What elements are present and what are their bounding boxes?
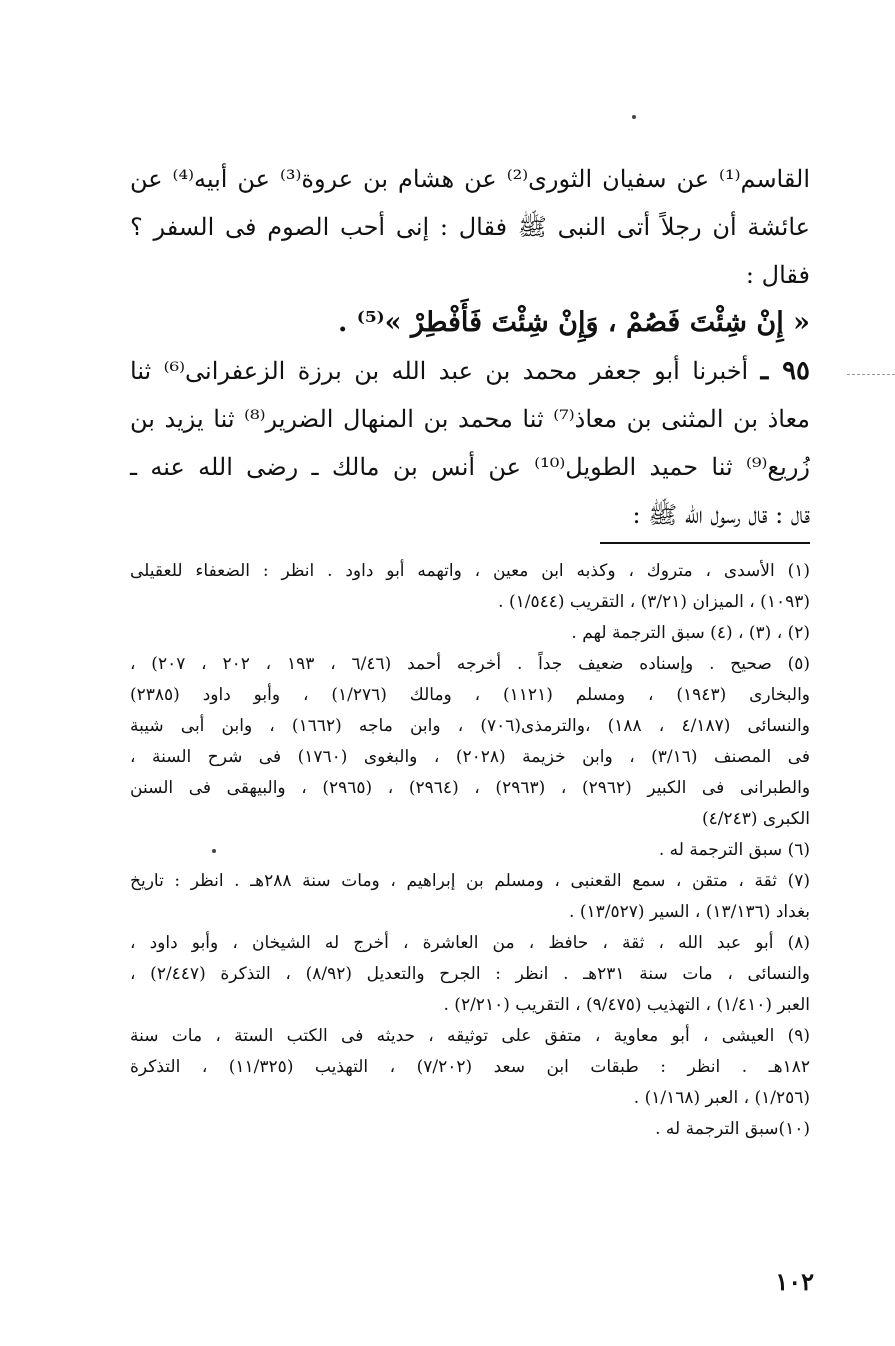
footnote-line: (٧) ثقة ، متقن ، سمع القعنبى ، ومسلم بن إبراهيم ، ومات سنة ٢٨٨هـ . انظر : تاريخ (130, 871, 810, 891)
footnote-line: والنسائى ، مات سنة ٢٣١هـ . انظر : الجرح والتعديل (٨/٩٢) ، التذكرة (٢/٤٤٧) ، (130, 964, 811, 984)
main-text-line: قال : قال رسول الله ﷺ : (632, 501, 810, 529)
footnote-divider (600, 542, 810, 544)
footnote-line: بغداد (١٣/١٣٦) ، السير (١٣/٥٢٧) . (569, 902, 810, 922)
footnote-line: ١٨٢هـ . انظر : طبقات ابن سعد (٧/٢٠٢) ، التهذيب (١١/٣٢٥) ، التذكرة (130, 1057, 810, 1077)
hadith-quote: « إِنْ شِئْتَ فَصُمْ ، وَإِنْ شِئْتَ فَأَفْطِرْ »⁽⁵⁾ . (337, 307, 810, 338)
footnote-line: الكبرى (٤/٢٤٣) (701, 809, 810, 829)
main-text-line: أخبرنا أبو جعفر محمد بن عبد الله بن برزة الزعفرانى⁽⁶⁾ ثنا (130, 357, 749, 385)
footnote-line: (١٠)سبق الترجمة له . (655, 1119, 810, 1139)
hadith-95-line (130, 347, 810, 395)
margin-mark (847, 374, 895, 375)
main-text-line: عائشة أن رجلاً أتى النبى ﷺ فقال : إنى أحب الصوم فى السفر ؟ (130, 213, 810, 241)
main-text-line: القاسم⁽¹⁾ عن سفيان الثورى⁽²⁾ عن هشام بن عروة⁽³⁾ عن أبيه⁽⁴⁾ عن (130, 165, 810, 193)
footnote-line: والنسائى (٤/١٨٧ ، ١٨٨) ،والترمذى(٧٠٦) ، وابن ماجه (١٦٦٢) ، وابن أبى شيبة (130, 716, 810, 736)
footnote-line: (٦) سبق الترجمة له . (658, 840, 810, 860)
scan-speck (212, 849, 216, 853)
scan-speck (632, 115, 636, 119)
footnote-line: (١) الأسدى ، متروك ، وكذبه ابن معين ، واتهمه أبو داود . انظر : الضعفاء للعقيلى (130, 561, 810, 581)
footnote-line: (٢) ، (٣) ، (٤) سبق الترجمة لهم . (571, 623, 810, 643)
main-text (130, 155, 810, 539)
footnote-line: (٨) أبو عبد الله ، ثقة ، حافظ ، من العاشرة ، أخرج له الشيخان ، وأبو داود ، (130, 933, 810, 953)
footnote-line: (٩) العيشى ، أبو معاوية ، متفق على توثيقه ، حديثه فى الكتب الستة ، مات سنة (130, 1026, 810, 1046)
main-text-line: معاذ بن المثنى بن معاذ⁽⁷⁾ ثنا محمد بن المنهال الضرير⁽⁸⁾ ثنا يزيد بن (130, 405, 810, 433)
footnote-line: والطبرانى فى الكبير (٢٩٦٢) ، (٢٩٦٣) ، (٢٩٦٤) ، (٢٩٦٥) ، والبيهقى فى السنن (130, 778, 811, 798)
footnote-line: والبخارى (١٩٤٣) ، ومسلم (١١٢١) ، ومالك (١/٢٧٦) ، وأبو داود (٢٣٨٥) (130, 685, 811, 705)
footnotes (130, 556, 810, 1145)
footnote-line: العبر (١/٤١٠) ، التهذيب (٩/٤٧٥) ، التقريب (٢/٢١٠) . (443, 995, 810, 1015)
main-text-line: فقال : (745, 261, 810, 289)
footnote-line: فى المصنف (٣/١٦) ، وابن خزيمة (٢٠٢٨) ، والبغوى (١٧٦٠) فى شرح السنة ، (130, 747, 810, 767)
footnote-line: (١/٢٥٦) ، العبر (١/١٦٨) . (633, 1088, 810, 1108)
footnote-line: (٥) صحيح . وإسناده ضعيف جداً . أخرجه أحمد (٦/٤٦ ، ١٩٣ ، ٢٠٢ ، ٢٠٧) ، (130, 654, 811, 674)
footnote-line: (١٠٩٣) ، الميزان (٣/٢١) ، التقريب (١/٥٤٤) . (498, 592, 810, 612)
hadith-number: ٩٥ ـ (760, 356, 810, 386)
page-number: ١٠٢ (775, 1267, 814, 1296)
main-text-line: زُريع⁽⁹⁾ ثنا حميد الطويل⁽¹⁰⁾ عن أنس بن مالك ـ رضى الله عنه ـ (130, 453, 810, 481)
